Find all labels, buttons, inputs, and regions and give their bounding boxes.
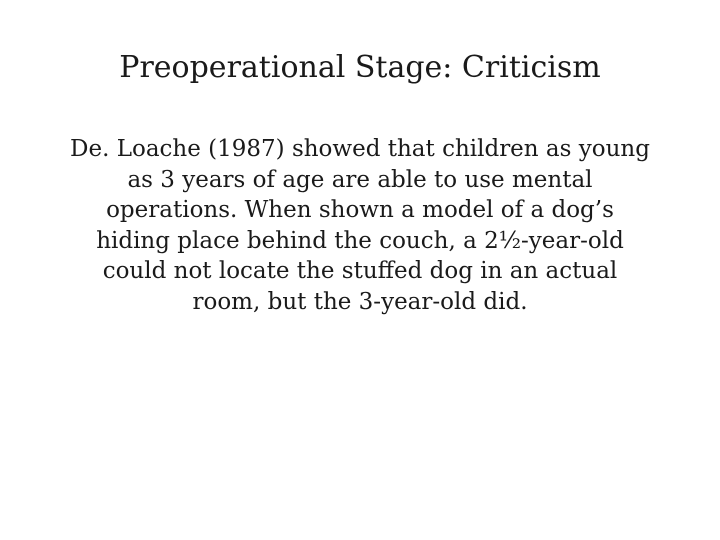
body-line: hiding place behind the couch, a 2½-year-old (96, 227, 624, 254)
body-line: operations. When shown a model of a dog’s (106, 197, 614, 223)
body-line: could not locate the stuffed dog in an actual (102, 258, 618, 284)
slide-body (50, 134, 670, 317)
body-line: De. Loache (1987) showed that children as young (70, 136, 650, 162)
slide-title: Preoperational Stage: Criticism (119, 50, 601, 85)
body-line: room, but the 3-year-old did. (192, 288, 528, 315)
body-line: as 3 years of age are able to use mental (127, 166, 593, 193)
